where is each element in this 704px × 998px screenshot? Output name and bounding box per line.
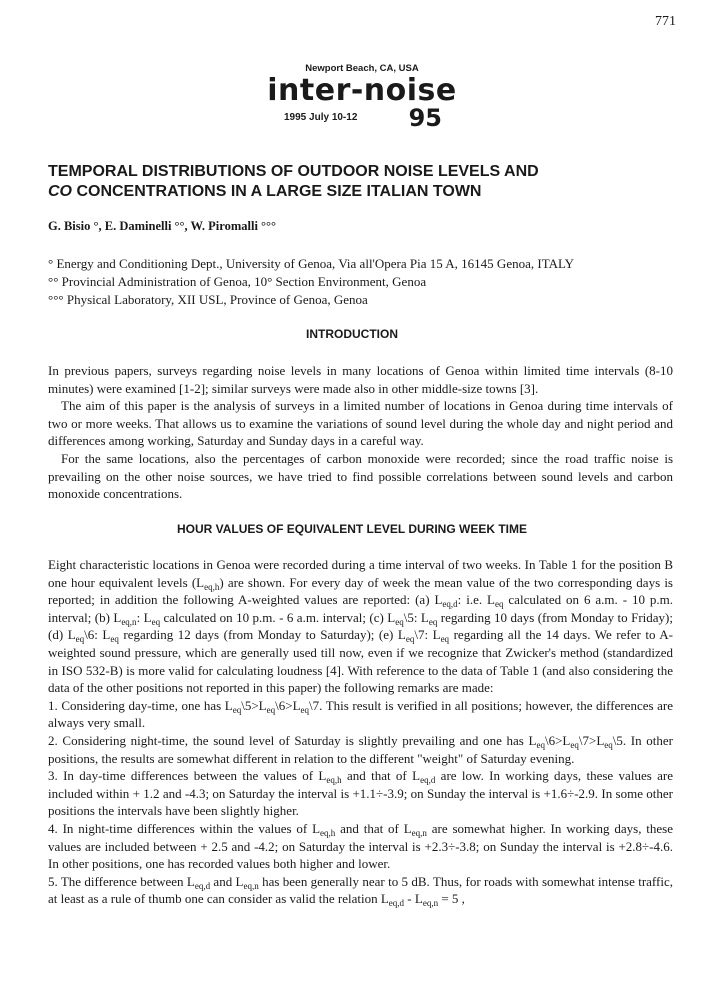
introduction-body xyxy=(48,362,673,503)
section-heading-hour-values: HOUR VALUES OF EQUIVALENT LEVEL DURING WEEK TIME xyxy=(176,522,527,536)
hour-values-body xyxy=(48,556,673,908)
affiliation-2: °° Provincial Administration of Genoa, 10° Section Environment, Genoa xyxy=(48,274,427,289)
title-line-2-rest: CONCENTRATIONS IN A LARGE SIZE ITALIAN TOWN xyxy=(72,183,482,200)
title-line-2 xyxy=(48,182,668,202)
intro-paragraph-1: In previous papers, surveys regarding noise levels in many locations of Genoa within limited time intervals (8-10 minutes) were examined [1-2]; similar surveys were made also in other middle-size towns [3]. xyxy=(48,363,673,396)
paper-title xyxy=(48,162,668,202)
remark-1: 1. Considering day-time, one has $L_{eq}\backslash 5>L_{eq}\backslash 6>L_{eq}\backslash 7$. This result is verified in all positions; however, the differences are always very small. xyxy=(48,697,673,731)
conference-date-row xyxy=(262,104,462,132)
page-number: 771 xyxy=(655,14,676,29)
affiliation-3: °°° Physical Laboratory, XII USL, Province of Genoa, Genoa xyxy=(48,292,368,307)
remark-3: 3. In day-time differences between the values of $L_{eq,h}$ and that of $L_{eq,d}$ are low. In working days, these values are included within + 1.2 and -4.3; on Saturday the interval is +1.1÷-3.9; on Sunday the interval is +1.6÷-2.9. In some other positions the intervals have been slightly higher. xyxy=(48,768,673,819)
conference-year-mark: 95 xyxy=(408,104,442,132)
intro-paragraph-2: The aim of this paper is the analysis of surveys in a limited number of locations in Genoa during time intervals of two or more weeks. That allows us to examine the variations of sound level during the whole day and night period and differences among working, Saturday and Sunday days in a careful way. xyxy=(48,398,673,449)
remark-4: 4. In night-time differences within the values of $L_{eq,h}$ and that of $L_{eq,n}$ are somewhat higher. In working days, these values are included between + 2.5 and -4.2; on Saturday the interval is +2.3÷-3.8; on Sunday the interval is +2.8÷-4.6. In other positions, one has recorded values both higher and lower. xyxy=(48,820,674,872)
remark-2: 2. Considering night-time, the sound level of Saturday is slightly prevailing and one has $L_{eq}\backslash 6>L_{eq}\backslash 7>L_{eq}\backslash 5$. In other positions, the results are somewhat different in relation to the different "weight" of Saturday evening. xyxy=(48,732,673,766)
affiliation-1: ° Energy and Conditioning Dept., University of Genoa, Via all'Opera Pia 15 A, 16145 Genoa, ITALY xyxy=(48,256,575,271)
authors: G. Bisio °, E. Daminelli °°, W. Piromalli °°° xyxy=(48,219,277,233)
remark-5: 5. The difference between $L_{eq,d}$ and $L_{eq,n}$ has been generally near to 5 dB. Thus, for roads with somewhat intense traffic, at least as a rule of thumb one can consider as valid the relation $L_{eq,d} - L_{eq,n} = 5$ , xyxy=(48,873,673,909)
conference-location: Newport Beach, CA, USA xyxy=(305,63,419,74)
title-line-1: TEMPORAL DISTRIBUTIONS OF OUTDOOR NOISE LEVELS AND xyxy=(48,163,539,180)
hour-paragraph-1: Eight characteristic locations in Genoa were recorded during a time interval of two weeks. In Table 1 for the position B one hour equivalent levels $(L_{eq,h})$ are shown. For every day of week the mean value of the two corresponding days is reported; in addition the following A-weighted values are reported: (a) $L_{eq,d}$: i.e. $L_{eq}$ calculated on 6 a.m. - 10 p.m. interval; (b) $L_{eq,n}$: $L_{eq}$ calculated on 10 p.m. - 6 a.m. interval; (c) $L_{eq}\backslash 5$: $L_{eq}$ regarding 10 days (from Monday to Friday); (d) $L_{eq}\backslash 6$: $L_{eq}$ regarding 12 days (from Monday to Saturday); (e) $L_{eq}\backslash 7$: $L_{eq}$ regarding all the 14 days. We refer to A-weighted sound pressure, which are generally used till now, even if we recognize that Zwicker's method (standardized in ISO 532-B) is more valid for calculating loudness [4]. With reference to the data of Table 1 (and also considering the data of the other positions not reported in this paper) the following remarks are made: xyxy=(48,557,674,696)
conference-dates: 1995 July 10-12 xyxy=(284,112,358,123)
intro-paragraph-3: For the same locations, also the percentages of carbon monoxide were recorded; since the road traffic noise is prevailing on the other noise sources, we have tried to find possible correlations between sound levels and carbon monoxide concentrations. xyxy=(48,450,673,502)
conference-logo: inter-noise xyxy=(267,73,457,108)
conference-header xyxy=(262,63,462,130)
section-heading-introduction: INTRODUCTION xyxy=(306,327,398,341)
title-co: CO xyxy=(48,183,72,200)
